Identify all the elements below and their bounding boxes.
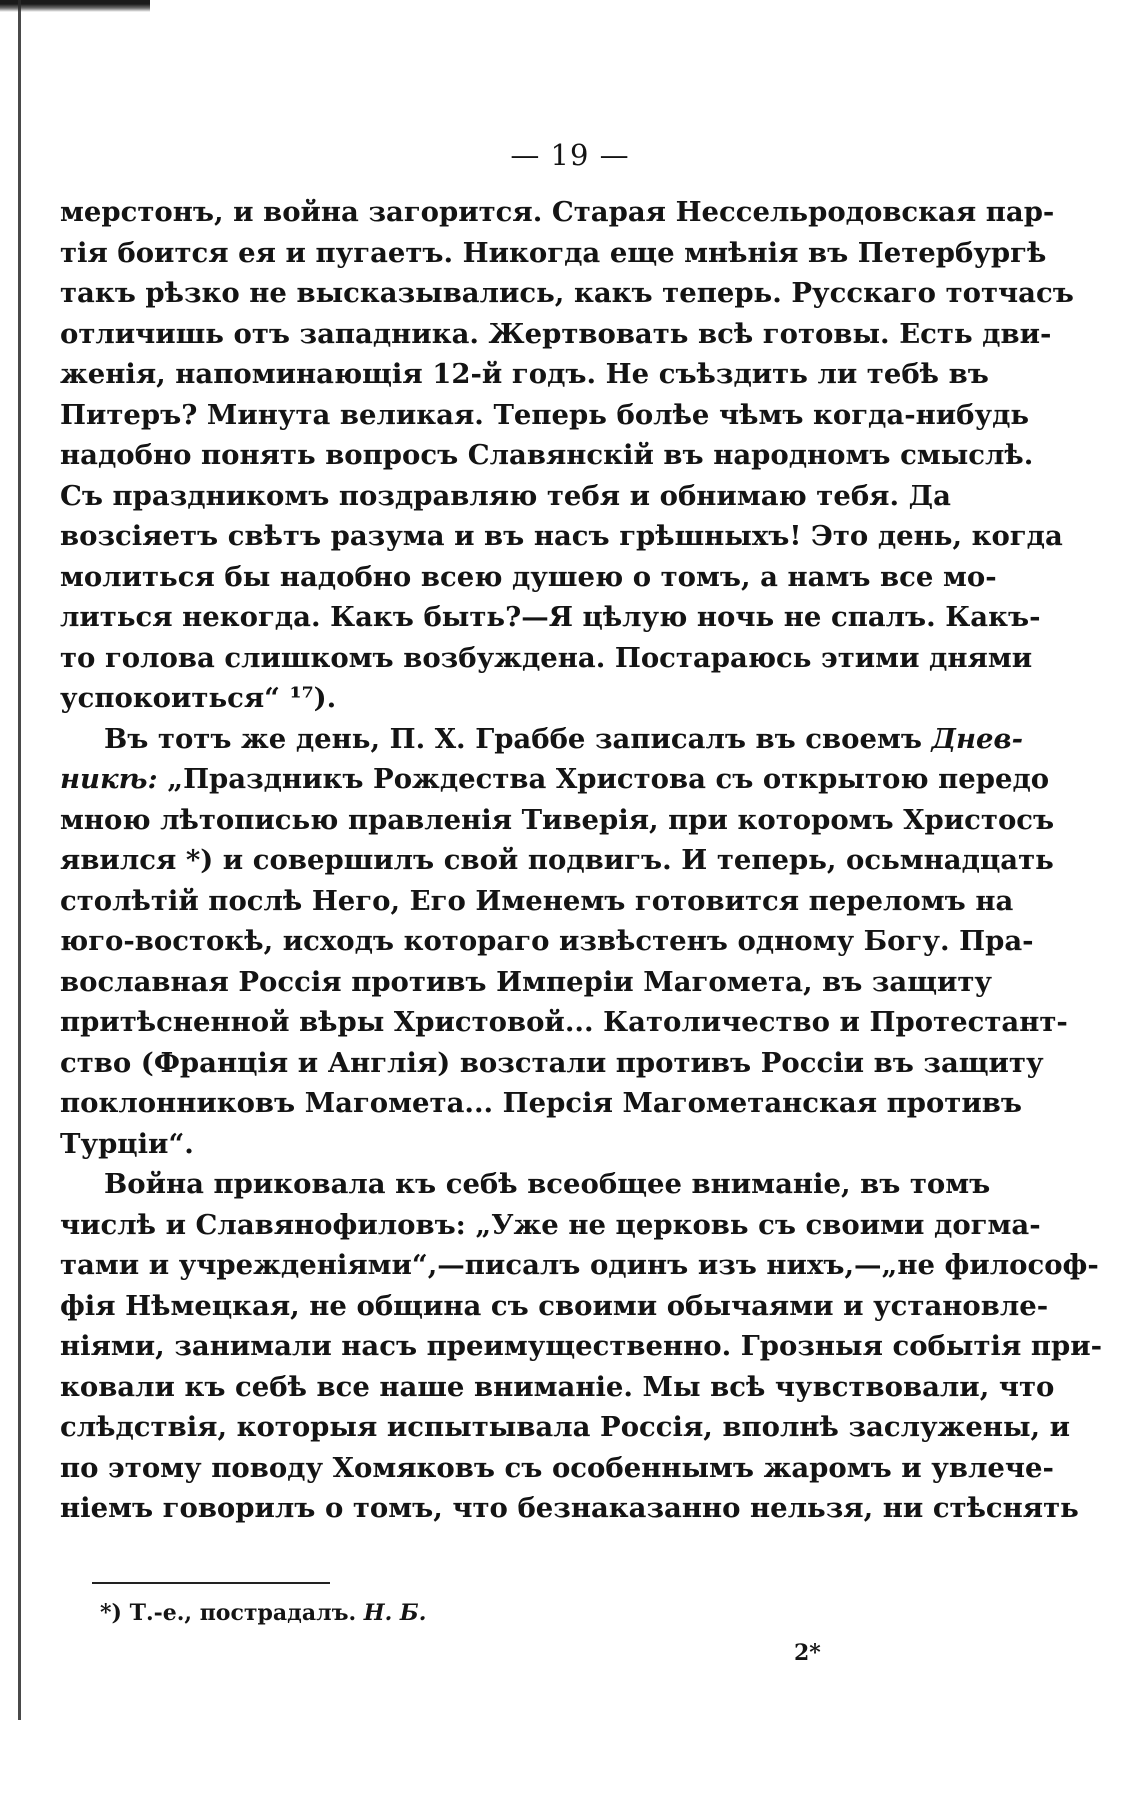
text-line-content: юго-востокѣ, исходъ котораго извѣстенъ одному Богу. Пра-	[60, 925, 1034, 957]
text-line	[60, 921, 1034, 962]
footnote	[100, 1600, 426, 1626]
text-line-content: Съ праздникомъ поздравляю тебя и обнимаю тебя. Да	[60, 479, 951, 512]
text-line	[60, 1124, 890, 1165]
page-number: — 19 —	[510, 138, 630, 172]
text-line	[60, 1205, 1041, 1246]
text-line	[60, 557, 997, 598]
text-line	[60, 1286, 1049, 1327]
footnote-text: *) Т.-е., пострадалъ.	[100, 1600, 357, 1626]
text-line-content: явился *) и совершилъ свой подвигъ. И теперь, осьмнадцать	[60, 844, 1054, 876]
text-line	[60, 719, 1024, 760]
text-line	[60, 1488, 1079, 1529]
text-line	[60, 800, 1055, 841]
text-line	[60, 881, 1014, 922]
text-line	[60, 840, 1054, 881]
text-line	[60, 314, 1052, 355]
text-line	[60, 759, 1050, 800]
text-line	[60, 678, 890, 719]
scan-edge-top	[0, 0, 150, 12]
text-line-content: Война приковала къ себѣ всеобщее вниманіе, въ томъ	[104, 1168, 991, 1200]
text-line-italic: Днев-	[931, 722, 1024, 755]
text-line-content: Въ тотъ же день, П. Х. Граббе записалъ въ своемъ	[104, 722, 922, 755]
text-line	[60, 1002, 1068, 1043]
text-line	[60, 1367, 1055, 1408]
text-line-content: вославная Россія противъ Имперіи Магомета, въ защиту	[60, 965, 993, 998]
text-line	[60, 1083, 1022, 1124]
text-line-content: ство (Францiя и Англія) возстали противъ Россіи въ защиту	[60, 1046, 1044, 1079]
footnote-author: Н. Б.	[363, 1600, 427, 1626]
text-line-content: столѣтій послѣ Него, Его Именемъ готовится переломъ на	[60, 884, 1014, 917]
text-line	[60, 1245, 1099, 1286]
text-line-content: притѣсненной вѣры Христовой... Католичество и Протестант-	[60, 1006, 1068, 1038]
signature-mark: 2*	[794, 1640, 821, 1666]
text-line-content: числѣ и Славянофиловъ: „Уже не церковь съ своими догма-	[60, 1208, 1041, 1241]
text-line	[60, 435, 1034, 476]
text-line-content: мерстонъ, и война загорится. Старая Нессельродовская пар-	[60, 196, 1055, 228]
text-line-content: Турціи“.	[60, 1127, 194, 1160]
text-line-content: тами и учрежденіями“,—писалъ одинъ изъ нихъ,—„не философ-	[60, 1249, 1099, 1281]
text-line-content: женія, напоминающія 12-й годъ. Не съѣздить ли тебѣ въ	[60, 358, 989, 390]
text-line	[60, 1407, 1071, 1448]
text-line	[60, 395, 1030, 436]
text-line-content: надобно понять вопросъ Славянскій въ народномъ смыслѣ.	[60, 439, 1034, 471]
text-line-content: Питеръ? Минута великая. Теперь болѣе чѣмъ когда-нибудь	[60, 398, 1030, 431]
text-line-content: фія Нѣмецкая, не община съ своими обычаями и установле-	[60, 1289, 1049, 1322]
text-line	[60, 597, 1041, 638]
text-line	[60, 1043, 1044, 1084]
text-line-content: молиться бы надобно всею душею о томъ, а намъ все мо-	[60, 560, 997, 593]
text-line	[60, 1448, 1054, 1489]
text-line-content: успокоиться“ ¹⁷).	[60, 682, 337, 714]
text-line-content: мною лѣтописью правленія Тиверія, при которомъ Христосъ	[60, 803, 1055, 836]
footnote-rule	[92, 1582, 330, 1584]
scan-edge-left	[18, 0, 21, 1720]
text-line	[60, 192, 1055, 233]
text-line-content: тія боится ея и пугаетъ. Никогда еще мнѣнія въ Петербургѣ	[60, 236, 1047, 269]
text-line	[60, 273, 1074, 314]
text-line-content: такъ рѣзко не высказывались, какъ теперь. Русскаго тотчасъ	[60, 277, 1074, 309]
text-line	[60, 1326, 1103, 1367]
text-line-content: то голова слишкомъ возбуждена. Постараюсь этими днями	[60, 641, 1033, 674]
text-line-content: отличишь отъ западника. Жертвовать всѣ готовы. Есть дви-	[60, 317, 1052, 350]
text-line-content: „Праздникъ Рождества Христова съ открытою передо	[157, 763, 1050, 795]
text-line-content: по этому поводу Хомяковъ съ особеннымъ жаромъ и увлече-	[60, 1451, 1054, 1484]
text-line-content: ніемъ говорилъ о томъ, что безнаказанно нельзя, ни стѣснять	[60, 1492, 1079, 1524]
text-line	[60, 962, 993, 1003]
text-line	[60, 354, 989, 395]
text-line-content: поклонниковъ Магомета... Персія Магометанская противъ	[60, 1087, 1022, 1119]
text-line	[60, 476, 951, 517]
text-line-content: возсіяетъ свѣтъ разума и въ насъ грѣшныхъ! Это день, когда	[60, 520, 1063, 552]
text-line-content: слѣдствія, которыя испытывала Россія, вполнѣ заслужены, и	[60, 1411, 1071, 1443]
text-line-italic: никѣ:	[60, 763, 158, 795]
text-line	[60, 1164, 991, 1205]
body-text	[60, 192, 1103, 1529]
text-line	[60, 638, 1033, 679]
text-line	[60, 233, 1047, 274]
text-line-content: литься некогда. Какъ быть?—Я цѣлую ночь не спалъ. Какъ-	[60, 601, 1041, 633]
text-line-content: ковали къ себѣ все наше вниманіе. Мы всѣ чувствовали, что	[60, 1370, 1055, 1403]
text-line	[60, 516, 1063, 557]
text-line-content: ніями, занимали насъ преимущественно. Грозныя событія при-	[60, 1330, 1103, 1362]
